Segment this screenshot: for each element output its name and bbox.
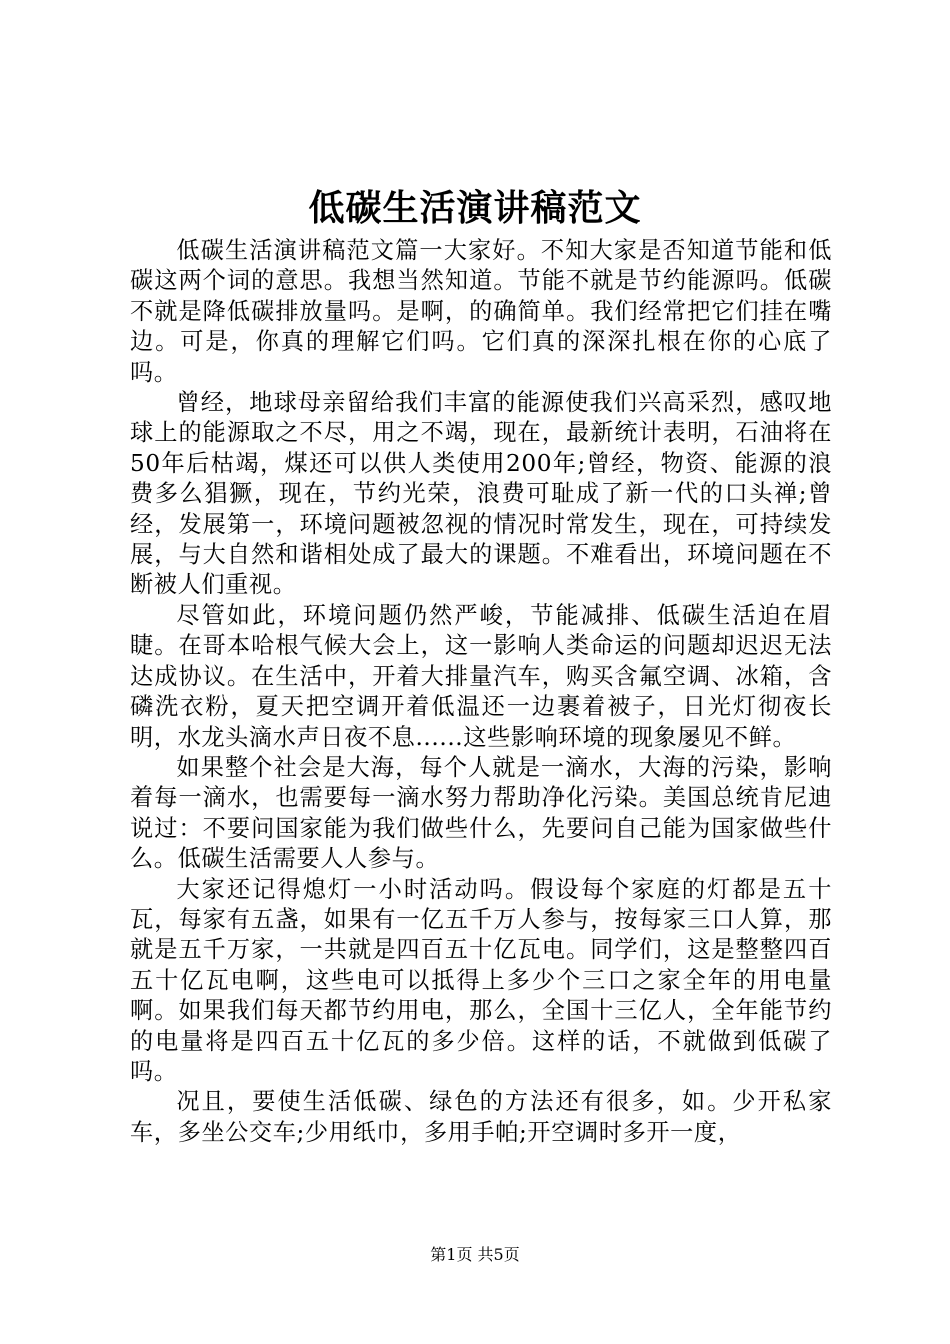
paragraph-1: 低碳生活演讲稿范文篇一大家好。不知大家是否知道节能和低碳这两个词的意思。我想当然知道。节能不就是节约能源吗。低碳不就是降低碳排放量吗。是啊，的确简单。我们经常把它们挂在嘴边。可是，你真的理解它们吗。它们真的深深扎根在你的心底了吗。 [130, 237, 832, 386]
paragraph-3: 尽管如此，环境问题仍然严峻，节能减排、低碳生活迫在眉睫。在哥本哈根气候大会上，这一影响人类命运的问题却迟迟无法达成协议。在生活中，开着大排量汽车，购买含氟空调、冰箱，含磷洗衣粉，夏天把空调开着低温还一边裹着被子，日光灯彻夜长明，水龙头滴水声日夜不息......这些影响环境的现象屡见不鲜。 [130, 601, 832, 751]
document-body [130, 236, 832, 1148]
page-title: 低碳生活演讲稿范文 [308, 187, 642, 229]
page-footer: 第1页 共5页 [430, 1245, 520, 1264]
paragraph-2: 曾经，地球母亲留给我们丰富的能源使我们兴高采烈，感叹地球上的能源取之不尽，用之不竭，现在，最新统计表明，石油将在50年后枯竭，煤还可以供人类使用200年;曾经，物资、能源的浪费多么猖獗，现在，节约光荣，浪费可耻成了新一代的口头禅;曾经，发展第一，环境问题被忽视的情况时常发生，现在，可持续发展，与大自然和谐相处成了最大的课题。不难看出，环境问题在不断被人们重视。 [130, 389, 832, 599]
paragraph-6: 况且，要使生活低碳、绿色的方法还有很多，如。少开私家车，多坐公交车;少用纸巾，多用手帕;开空调时多开一度， [130, 1088, 832, 1146]
paragraph-5: 大家还记得熄灯一小时活动吗。假设每个家庭的灯都是五十瓦，每家有五盏，如果有一亿五千万人参与，按每家三口人算，那就是五千万家，一共就是四百五十亿瓦电。同学们，这是整整四百五十亿瓦电啊，这些电可以抵得上多少个三口之家全年的用电量啊。如果我们每天都节约用电，那么，全国十三亿人，全年能节约的电量将是四百五十亿瓦的多少倍。这样的话，不就做到低碳了吗。 [130, 875, 832, 1085]
paragraph-4: 如果整个社会是大海，每个人就是一滴水，大海的污染，影响着每一滴水，也需要每一滴水努力帮助净化污染。美国总统肯尼迪说过：不要问国家能为我们做些什么，先要问自己能为国家做些什么。低碳生活需要人人参与。 [130, 753, 832, 873]
